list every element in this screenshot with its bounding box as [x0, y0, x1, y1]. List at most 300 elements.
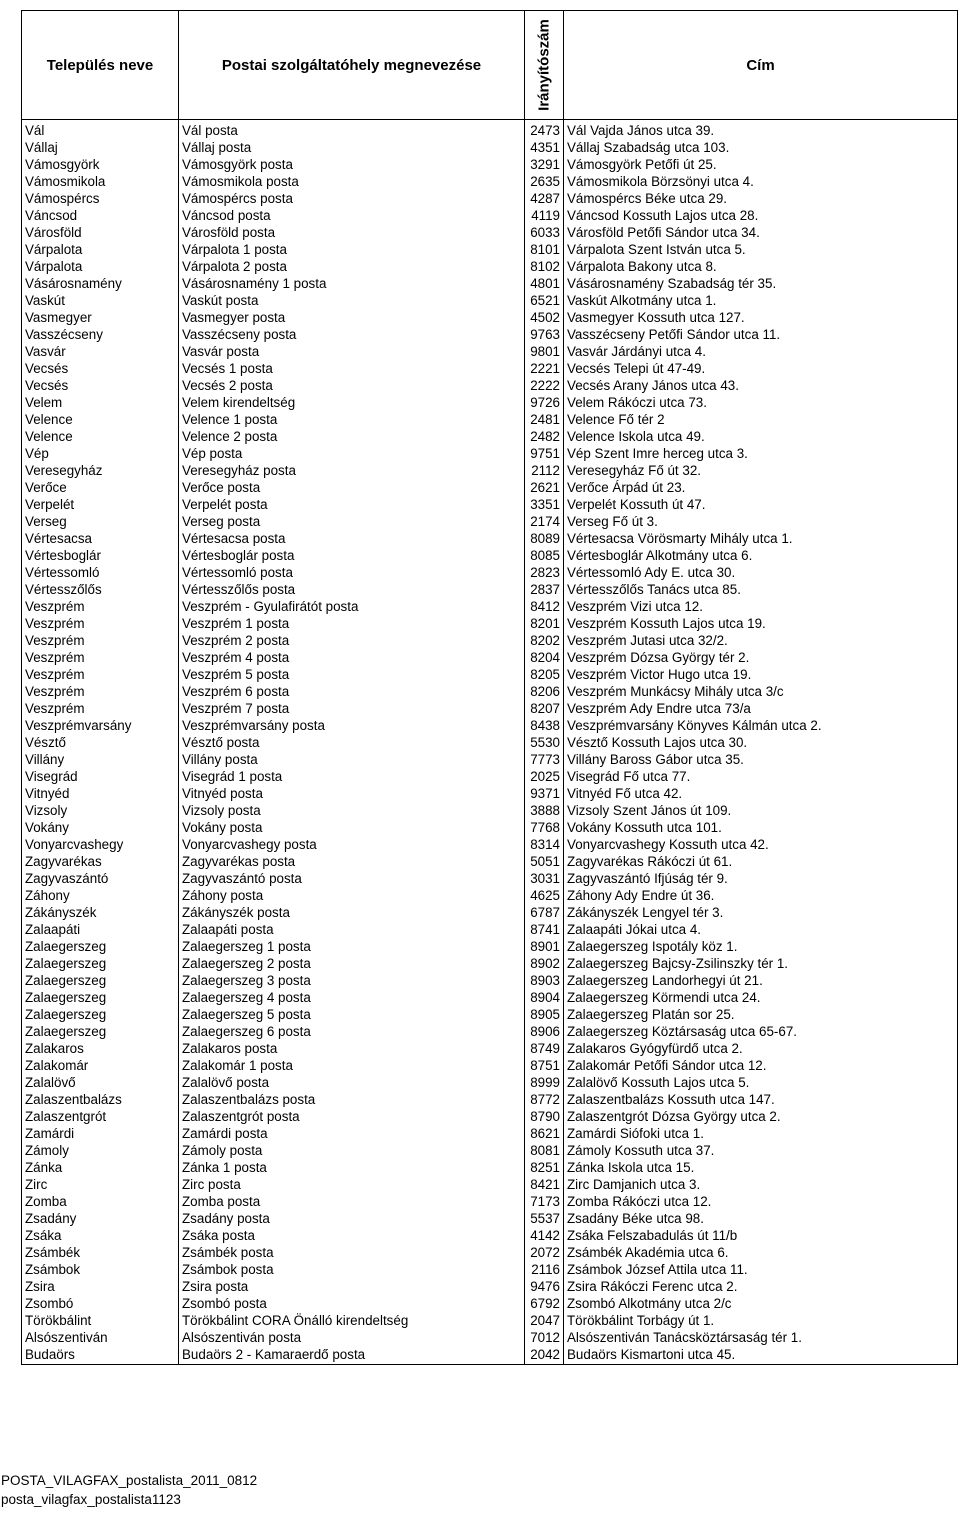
- postal-code-cell: 8902: [525, 955, 564, 972]
- table-row: [22, 989, 958, 1006]
- settlement-cell: Velence: [22, 428, 179, 445]
- service-point-cell: Verseg posta: [179, 513, 525, 530]
- address-cell: Zákányszék Lengyel tér 3.: [564, 904, 958, 921]
- table-row: [22, 496, 958, 513]
- postal-code-cell: 8751: [525, 1057, 564, 1074]
- table-row: [22, 1057, 958, 1074]
- service-point-cell: Vértesacsa posta: [179, 530, 525, 547]
- settlement-cell: Zalakaros: [22, 1040, 179, 1057]
- service-point-cell: Zalaegerszeg 3 posta: [179, 972, 525, 989]
- service-point-cell: Vecsés 2 posta: [179, 377, 525, 394]
- service-point-cell: Zsadány posta: [179, 1210, 525, 1227]
- table-row: [22, 1006, 958, 1023]
- address-cell: Vámosmikola Börzsönyi utca 4.: [564, 173, 958, 190]
- postal-code-cell: 2473: [525, 120, 564, 140]
- service-point-cell: Városföld posta: [179, 224, 525, 241]
- service-point-cell: Vitnyéd posta: [179, 785, 525, 802]
- postal-code-cell: 2047: [525, 1312, 564, 1329]
- postal-code-cell: 4351: [525, 139, 564, 156]
- service-point-cell: Vésztő posta: [179, 734, 525, 751]
- postal-code-cell: 8903: [525, 972, 564, 989]
- service-point-cell: Vértessomló posta: [179, 564, 525, 581]
- postal-code-cell: 3888: [525, 802, 564, 819]
- address-cell: Verőce Árpád út 23.: [564, 479, 958, 496]
- address-cell: Zalakomár Petőfi Sándor utca 12.: [564, 1057, 958, 1074]
- address-cell: Zánka Iskola utca 15.: [564, 1159, 958, 1176]
- service-point-cell: Vokány posta: [179, 819, 525, 836]
- settlement-cell: Vál: [22, 120, 179, 140]
- settlement-cell: Törökbálint: [22, 1312, 179, 1329]
- settlement-cell: Zsámbék: [22, 1244, 179, 1261]
- header-postal-code: [525, 11, 564, 120]
- settlement-cell: Zsombó: [22, 1295, 179, 1312]
- table-row: [22, 870, 958, 887]
- settlement-cell: Zomba: [22, 1193, 179, 1210]
- table-row: [22, 428, 958, 445]
- service-point-cell: Zalaapáti posta: [179, 921, 525, 938]
- settlement-cell: Zalaegerszeg: [22, 1023, 179, 1040]
- service-point-cell: Vámosgyörk posta: [179, 156, 525, 173]
- settlement-cell: Zagyvaszántó: [22, 870, 179, 887]
- postal-code-cell: 8749: [525, 1040, 564, 1057]
- table-row: [22, 1040, 958, 1057]
- post-office-table-sheet: [21, 10, 957, 1365]
- postal-code-cell: 4287: [525, 190, 564, 207]
- table-row: [22, 1210, 958, 1227]
- settlement-cell: Veszprém: [22, 666, 179, 683]
- address-cell: Városföld Petőfi Sándor utca 34.: [564, 224, 958, 241]
- address-cell: Törökbálint Torbágy út 1.: [564, 1312, 958, 1329]
- settlement-cell: Vép: [22, 445, 179, 462]
- settlement-cell: Vasmegyer: [22, 309, 179, 326]
- table-row: [22, 955, 958, 972]
- postal-code-cell: 8741: [525, 921, 564, 938]
- service-point-cell: Veszprém 5 posta: [179, 666, 525, 683]
- settlement-cell: Vasszécseny: [22, 326, 179, 343]
- table-row: [22, 530, 958, 547]
- postal-code-cell: 2221: [525, 360, 564, 377]
- settlement-cell: Zalaszentgrót: [22, 1108, 179, 1125]
- address-cell: Vasszécseny Petőfi Sándor utca 11.: [564, 326, 958, 343]
- postal-code-cell: 2072: [525, 1244, 564, 1261]
- postal-code-cell: 2042: [525, 1346, 564, 1365]
- table-row: [22, 139, 958, 156]
- postal-code-cell: 4119: [525, 207, 564, 224]
- table-row: [22, 411, 958, 428]
- table-row: [22, 224, 958, 241]
- settlement-cell: Veszprém: [22, 700, 179, 717]
- table-row: [22, 666, 958, 683]
- service-point-cell: Vasvár posta: [179, 343, 525, 360]
- service-point-cell: Vámosmikola posta: [179, 173, 525, 190]
- table-row: [22, 1312, 958, 1329]
- postal-code-cell: 2823: [525, 564, 564, 581]
- table-row: [22, 1176, 958, 1193]
- header-row: [22, 11, 958, 120]
- table-row: [22, 904, 958, 921]
- address-cell: Vép Szent Imre herceg utca 3.: [564, 445, 958, 462]
- service-point-cell: Várpalota 2 posta: [179, 258, 525, 275]
- table-row: [22, 479, 958, 496]
- address-cell: Zámoly Kossuth utca 37.: [564, 1142, 958, 1159]
- settlement-cell: Veszprémvarsány: [22, 717, 179, 734]
- postal-code-cell: 2116: [525, 1261, 564, 1278]
- table-row: [22, 819, 958, 836]
- postal-code-cell: 8314: [525, 836, 564, 853]
- settlement-cell: Zalaegerszeg: [22, 972, 179, 989]
- table-row: [22, 785, 958, 802]
- postal-code-cell: 8901: [525, 938, 564, 955]
- address-cell: Vál Vajda János utca 39.: [564, 120, 958, 140]
- table-row: [22, 751, 958, 768]
- settlement-cell: Verpelét: [22, 496, 179, 513]
- postal-code-cell: 8201: [525, 615, 564, 632]
- table-row: [22, 972, 958, 989]
- address-cell: Zomba Rákóczi utca 12.: [564, 1193, 958, 1210]
- service-point-cell: Verpelét posta: [179, 496, 525, 513]
- footer-line-2: posta_vilagfax_postalista1123: [1, 1492, 181, 1507]
- settlement-cell: Várpalota: [22, 241, 179, 258]
- address-cell: Veszprém Dózsa György tér 2.: [564, 649, 958, 666]
- service-point-cell: Vál posta: [179, 120, 525, 140]
- settlement-cell: Veresegyház: [22, 462, 179, 479]
- table-row: [22, 921, 958, 938]
- address-cell: Zalaegerszeg Platán sor 25.: [564, 1006, 958, 1023]
- address-cell: Velence Fő tér 2: [564, 411, 958, 428]
- table-row: [22, 581, 958, 598]
- table-row: [22, 1295, 958, 1312]
- postal-code-cell: 2635: [525, 173, 564, 190]
- table-row: [22, 360, 958, 377]
- postal-code-cell: 7173: [525, 1193, 564, 1210]
- service-point-cell: Zalaegerszeg 4 posta: [179, 989, 525, 1006]
- table-row: [22, 615, 958, 632]
- service-point-cell: Vaskút posta: [179, 292, 525, 309]
- table-row: [22, 649, 958, 666]
- settlement-cell: Zagyvarékas: [22, 853, 179, 870]
- address-cell: Veresegyház Fő út 32.: [564, 462, 958, 479]
- table-row: [22, 513, 958, 530]
- address-cell: Vértesszőlős Tanács utca 85.: [564, 581, 958, 598]
- address-cell: Zalaszentbalázs Kossuth utca 147.: [564, 1091, 958, 1108]
- address-cell: Zalaegerszeg Bajcsy-Zsilinszky tér 1.: [564, 955, 958, 972]
- postal-code-cell: 6033: [525, 224, 564, 241]
- settlement-cell: Vámosgyörk: [22, 156, 179, 173]
- service-point-cell: Zalaszentbalázs posta: [179, 1091, 525, 1108]
- address-cell: Vecsés Telepi út 47-49.: [564, 360, 958, 377]
- settlement-cell: Vokány: [22, 819, 179, 836]
- service-point-cell: Vép posta: [179, 445, 525, 462]
- footer-line-1: POSTA_VILAGFAX_postalista_2011_0812: [1, 1473, 258, 1488]
- service-point-cell: Veszprém - Gyulafirátót posta: [179, 598, 525, 615]
- service-point-cell: Alsószentiván posta: [179, 1329, 525, 1346]
- postal-code-cell: 3031: [525, 870, 564, 887]
- service-point-cell: Vámospércs posta: [179, 190, 525, 207]
- service-point-cell: Vértesboglár posta: [179, 547, 525, 564]
- address-cell: Veszprém Munkácsy Mihály utca 3/c: [564, 683, 958, 700]
- address-cell: Zalakaros Gyógyfürdő utca 2.: [564, 1040, 958, 1057]
- postal-code-cell: 8251: [525, 1159, 564, 1176]
- settlement-cell: Vámosmikola: [22, 173, 179, 190]
- service-point-cell: Villány posta: [179, 751, 525, 768]
- address-cell: Zalaegerszeg Ispotály köz 1.: [564, 938, 958, 955]
- settlement-cell: Vásárosnamény: [22, 275, 179, 292]
- address-cell: Vaskút Alkotmány utca 1.: [564, 292, 958, 309]
- table-row: [22, 394, 958, 411]
- address-cell: Visegrád Fő utca 77.: [564, 768, 958, 785]
- service-point-cell: Veszprém 7 posta: [179, 700, 525, 717]
- postal-code-cell: 8101: [525, 241, 564, 258]
- table-row: [22, 683, 958, 700]
- settlement-cell: Városföld: [22, 224, 179, 241]
- postal-code-cell: 8772: [525, 1091, 564, 1108]
- service-point-cell: Zagyvarékas posta: [179, 853, 525, 870]
- service-point-cell: Veszprémvarsány posta: [179, 717, 525, 734]
- service-point-cell: Veszprém 6 posta: [179, 683, 525, 700]
- postal-code-cell: 5530: [525, 734, 564, 751]
- postal-code-cell: 7768: [525, 819, 564, 836]
- postal-code-cell: 8621: [525, 1125, 564, 1142]
- service-point-cell: Vasmegyer posta: [179, 309, 525, 326]
- table-row: [22, 1125, 958, 1142]
- address-cell: Zirc Damjanich utca 3.: [564, 1176, 958, 1193]
- settlement-cell: Zánka: [22, 1159, 179, 1176]
- address-cell: Zagyvaszántó Ifjúság tér 9.: [564, 870, 958, 887]
- settlement-cell: Vésztő: [22, 734, 179, 751]
- table-row: [22, 938, 958, 955]
- settlement-cell: Zalakomár: [22, 1057, 179, 1074]
- header-service-point-name: Postai szolgáltatóhely megnevezése: [179, 11, 525, 120]
- settlement-cell: Zámoly: [22, 1142, 179, 1159]
- postal-code-cell: 2222: [525, 377, 564, 394]
- table-header: [22, 11, 958, 120]
- postal-code-cell: 8081: [525, 1142, 564, 1159]
- address-cell: Veszprém Ady Endre utca 73/a: [564, 700, 958, 717]
- settlement-cell: Velence: [22, 411, 179, 428]
- table-row: [22, 258, 958, 275]
- address-cell: Vésztő Kossuth Lajos utca 30.: [564, 734, 958, 751]
- settlement-cell: Zalaszentbalázs: [22, 1091, 179, 1108]
- address-cell: Vasvár Járdányi utca 4.: [564, 343, 958, 360]
- service-point-cell: Vizsoly posta: [179, 802, 525, 819]
- postal-code-cell: 9751: [525, 445, 564, 462]
- settlement-cell: Vecsés: [22, 377, 179, 394]
- service-point-cell: Veszprém 1 posta: [179, 615, 525, 632]
- table-row: [22, 1159, 958, 1176]
- address-cell: Vámosgyörk Petőfi út 25.: [564, 156, 958, 173]
- table-row: [22, 326, 958, 343]
- table-row: [22, 462, 958, 479]
- settlement-cell: Zalaapáti: [22, 921, 179, 938]
- settlement-cell: Zirc: [22, 1176, 179, 1193]
- settlement-cell: Zsámbok: [22, 1261, 179, 1278]
- address-cell: Zsombó Alkotmány utca 2/c: [564, 1295, 958, 1312]
- address-cell: Vonyarcvashegy Kossuth utca 42.: [564, 836, 958, 853]
- table-row: [22, 343, 958, 360]
- postal-code-cell: 8085: [525, 547, 564, 564]
- postal-code-cell: 8089: [525, 530, 564, 547]
- settlement-cell: Zalaegerszeg: [22, 955, 179, 972]
- service-point-cell: Zákányszék posta: [179, 904, 525, 921]
- postal-code-cell: 6521: [525, 292, 564, 309]
- service-point-cell: Zalakomár 1 posta: [179, 1057, 525, 1074]
- settlement-cell: Zsadány: [22, 1210, 179, 1227]
- postal-code-cell: 9371: [525, 785, 564, 802]
- service-point-cell: Zagyvaszántó posta: [179, 870, 525, 887]
- postal-code-cell: 3291: [525, 156, 564, 173]
- table-row: [22, 1346, 958, 1365]
- settlement-cell: Záhony: [22, 887, 179, 904]
- address-cell: Veszprém Vizi utca 12.: [564, 598, 958, 615]
- postal-code-cell: 4142: [525, 1227, 564, 1244]
- address-cell: Zsámbék Akadémia utca 6.: [564, 1244, 958, 1261]
- address-cell: Záhony Ady Endre út 36.: [564, 887, 958, 904]
- table-row: [22, 802, 958, 819]
- settlement-cell: Vértesacsa: [22, 530, 179, 547]
- service-point-cell: Zsira posta: [179, 1278, 525, 1295]
- address-cell: Zamárdi Siófoki utca 1.: [564, 1125, 958, 1142]
- address-cell: Veszprém Jutasi utca 32/2.: [564, 632, 958, 649]
- table-row: [22, 700, 958, 717]
- postal-code-cell: 8202: [525, 632, 564, 649]
- table-row: [22, 1227, 958, 1244]
- postal-code-cell: 5537: [525, 1210, 564, 1227]
- address-cell: Zalaegerszeg Körmendi utca 24.: [564, 989, 958, 1006]
- settlement-cell: Veszprém: [22, 598, 179, 615]
- settlement-cell: Verseg: [22, 513, 179, 530]
- service-point-cell: Zalaegerszeg 5 posta: [179, 1006, 525, 1023]
- service-point-cell: Zánka 1 posta: [179, 1159, 525, 1176]
- table-row: [22, 632, 958, 649]
- address-cell: Zalalövő Kossuth Lajos utca 5.: [564, 1074, 958, 1091]
- settlement-cell: Velem: [22, 394, 179, 411]
- service-point-cell: Veszprém 2 posta: [179, 632, 525, 649]
- table-row: [22, 598, 958, 615]
- table-row: [22, 292, 958, 309]
- table-row: [22, 734, 958, 751]
- table-row: [22, 1193, 958, 1210]
- address-cell: Zsámbok József Attila utca 11.: [564, 1261, 958, 1278]
- table-row: [22, 207, 958, 224]
- address-cell: Zalaapáti Jókai utca 4.: [564, 921, 958, 938]
- postal-code-cell: 6787: [525, 904, 564, 921]
- service-point-cell: Visegrád 1 posta: [179, 768, 525, 785]
- address-cell: Zsáka Felszabadulás út 11/b: [564, 1227, 958, 1244]
- service-point-cell: Veszprém 4 posta: [179, 649, 525, 666]
- address-cell: Veszprémvarsány Könyves Kálmán utca 2.: [564, 717, 958, 734]
- postal-code-cell: 8421: [525, 1176, 564, 1193]
- header-address: Cím: [564, 11, 958, 120]
- postal-code-cell: 9801: [525, 343, 564, 360]
- address-cell: Vértesacsa Vörösmarty Mihály utca 1.: [564, 530, 958, 547]
- address-cell: Veszprém Victor Hugo utca 19.: [564, 666, 958, 683]
- service-point-cell: Veresegyház posta: [179, 462, 525, 479]
- postal-code-cell: 8438: [525, 717, 564, 734]
- service-point-cell: Zalakaros posta: [179, 1040, 525, 1057]
- postal-code-cell: 9476: [525, 1278, 564, 1295]
- postal-code-cell: 4625: [525, 887, 564, 904]
- postal-code-cell: 5051: [525, 853, 564, 870]
- postal-code-cell: 7773: [525, 751, 564, 768]
- service-point-cell: Zámoly posta: [179, 1142, 525, 1159]
- service-point-cell: Zalaegerszeg 2 posta: [179, 955, 525, 972]
- postal-code-cell: 8904: [525, 989, 564, 1006]
- address-cell: Vásárosnamény Szabadság tér 35.: [564, 275, 958, 292]
- settlement-cell: Zalaegerszeg: [22, 938, 179, 955]
- settlement-cell: Zákányszék: [22, 904, 179, 921]
- table-row: [22, 1074, 958, 1091]
- settlement-cell: Zalalövő: [22, 1074, 179, 1091]
- table-row: [22, 1108, 958, 1125]
- service-point-cell: Zalaegerszeg 6 posta: [179, 1023, 525, 1040]
- service-point-cell: Törökbálint CORA Önálló kirendeltség: [179, 1312, 525, 1329]
- service-point-cell: Velence 1 posta: [179, 411, 525, 428]
- address-cell: Verpelét Kossuth út 47.: [564, 496, 958, 513]
- address-cell: Zalaszentgrót Dózsa György utca 2.: [564, 1108, 958, 1125]
- settlement-cell: Alsószentiván: [22, 1329, 179, 1346]
- table-body: [22, 120, 958, 1365]
- address-cell: Alsószentiván Tanácsköztársaság tér 1.: [564, 1329, 958, 1346]
- settlement-cell: Vonyarcvashegy: [22, 836, 179, 853]
- address-cell: Vállaj Szabadság utca 103.: [564, 139, 958, 156]
- table-row: [22, 275, 958, 292]
- postal-code-cell: 3351: [525, 496, 564, 513]
- postal-code-cell: 4502: [525, 309, 564, 326]
- postal-code-cell: 2481: [525, 411, 564, 428]
- service-point-cell: Zalaszentgrót posta: [179, 1108, 525, 1125]
- service-point-cell: Záhony posta: [179, 887, 525, 904]
- table-row: [22, 547, 958, 564]
- address-cell: Vecsés Arany János utca 43.: [564, 377, 958, 394]
- table-row: [22, 1142, 958, 1159]
- table-row: [22, 156, 958, 173]
- address-cell: Verseg Fő út 3.: [564, 513, 958, 530]
- settlement-cell: Vértesszőlős: [22, 581, 179, 598]
- settlement-cell: Budaörs: [22, 1346, 179, 1365]
- address-cell: Budaörs Kismartoni utca 45.: [564, 1346, 958, 1365]
- address-cell: Váncsod Kossuth Lajos utca 28.: [564, 207, 958, 224]
- postal-code-cell: 8102: [525, 258, 564, 275]
- service-point-cell: Vonyarcvashegy posta: [179, 836, 525, 853]
- address-cell: Villány Baross Gábor utca 35.: [564, 751, 958, 768]
- settlement-cell: Veszprém: [22, 683, 179, 700]
- settlement-cell: Vitnyéd: [22, 785, 179, 802]
- service-point-cell: Vállaj posta: [179, 139, 525, 156]
- settlement-cell: Villány: [22, 751, 179, 768]
- post-office-table: [21, 10, 958, 1365]
- postal-code-cell: 2482: [525, 428, 564, 445]
- table-row: [22, 1244, 958, 1261]
- table-row: [22, 1329, 958, 1346]
- postal-code-cell: 2621: [525, 479, 564, 496]
- settlement-cell: Zamárdi: [22, 1125, 179, 1142]
- table-row: [22, 1091, 958, 1108]
- service-point-cell: Vértesszőlős posta: [179, 581, 525, 598]
- postal-code-cell: 2112: [525, 462, 564, 479]
- table-row: [22, 309, 958, 326]
- header-settlement-name: Település neve: [22, 11, 179, 120]
- service-point-cell: Vásárosnamény 1 posta: [179, 275, 525, 292]
- settlement-cell: Zsáka: [22, 1227, 179, 1244]
- postal-code-cell: 8204: [525, 649, 564, 666]
- table-row: [22, 1278, 958, 1295]
- address-cell: Vitnyéd Fő utca 42.: [564, 785, 958, 802]
- table-row: [22, 887, 958, 904]
- settlement-cell: Veszprém: [22, 649, 179, 666]
- address-cell: Zalaegerszeg Landorhegyi út 21.: [564, 972, 958, 989]
- settlement-cell: Várpalota: [22, 258, 179, 275]
- postal-code-cell: 8412: [525, 598, 564, 615]
